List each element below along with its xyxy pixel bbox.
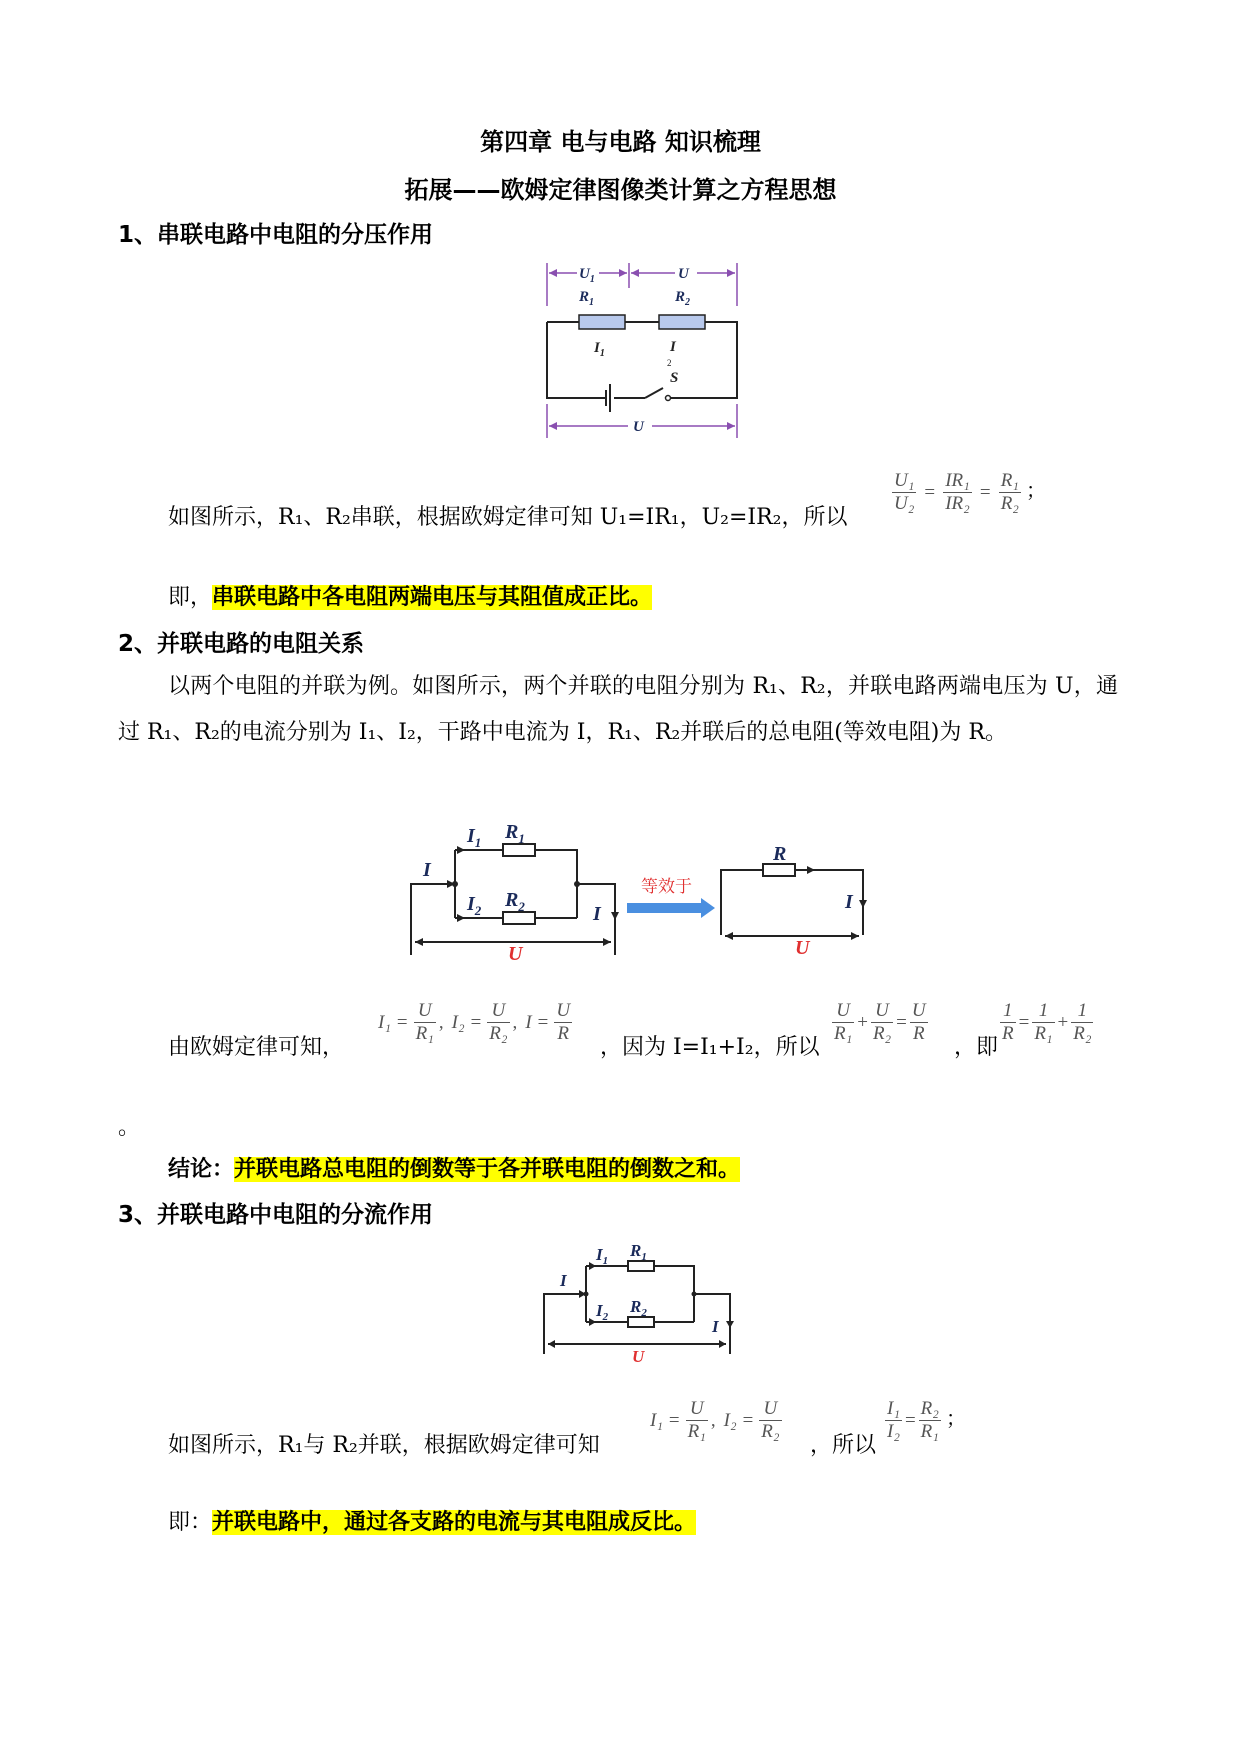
parallel-current-divider-diagram [540, 1238, 740, 1368]
label-i1: $I_1$ [596, 1245, 609, 1267]
label-i2: I [670, 339, 676, 355]
label-i-main: I [560, 1271, 567, 1290]
section1-explanation: 如图所示，R₁、R₂串联，根据欧姆定律可知 U₁=IR₁，U₂=IR₂，所以 [168, 505, 848, 530]
label-r2: $R_2$ [505, 889, 525, 914]
section1-highlight: 串联电路中各电阻两端电压与其阻值成正比。 [212, 585, 653, 610]
label-i2-sub: 2 [667, 358, 672, 368]
section2-dot: 。 [118, 1115, 141, 1140]
section3-conclusion: 即：并联电路中，通过各支路的电流与其电阻成反比。 [168, 1510, 697, 1535]
section2-paragraph: 以两个电阻的并联为例。如图所示，两个并联的电阻分别为 R₁、R₂，并联电路两端电压为 U，通过 R₁、R₂的电流分别为 I₁、I₂，干路中电流为 I，R₁、R₂并联后的总电阻(等效电阻)为 R。 [118, 674, 1118, 745]
label-r1: $R_1$ [579, 289, 595, 308]
page-title: 第四章 电与电路 知识梳理 [480, 128, 761, 156]
section2-text-ji: ，即 [954, 1035, 999, 1060]
section2-ohm-formulas: I₁ = $\frac{U}{\text{R₁}}$ , I₂ = $\frac{U}{\text{R₂}}$ , I = $\frac{U}{R}$ [378, 1000, 571, 1044]
label-i-equiv: I [845, 891, 853, 913]
section2-conclusion: 结论：并联电路总电阻的倒数等于各并联电阻的倒数之和。 [168, 1157, 741, 1182]
label-u: U [632, 1347, 645, 1366]
section3-heading: 3、并联电路中电阻的分流作用 [118, 1202, 434, 1228]
section2-sum-formula: $\frac{U}{\text{R₁}}$ + $\frac{U}{\text{R₂}}$ = $\frac{U}{R}$ [834, 1000, 926, 1044]
label-i-right: I [712, 1317, 719, 1336]
section2-reciprocal-formula: $\frac{1}{R}$ = $\frac{1}{\text{R₁}}$ + $\frac{1}{\text{R₂}}$ [1002, 1000, 1092, 1044]
section1-ratio-formula: $\frac{\text{U₁}}{\text{U₂}}$ = $\frac{\text{IR₁}}{\text{IR₂}}$ = $\frac{\text{R₁}}{\text{R₂}}$ ； [894, 470, 1046, 514]
label-u2: U [678, 266, 689, 282]
parallel-equivalence-diagram [405, 820, 895, 970]
label-r2: $R_2$ [630, 1297, 647, 1319]
section1-heading: 1、串联电路中电阻的分压作用 [118, 222, 434, 248]
section3-ratio-formula: $\frac{\text{I₁}}{\text{I₂}}$ = $\frac{\text{R₂}}{\text{R₁}}$ ； [887, 1398, 966, 1442]
label-u1: $U_1$ [579, 266, 595, 285]
label-i1: $I_1$ [594, 340, 605, 359]
label-i-main: I [423, 859, 431, 881]
section3-text-mid: ，所以 [810, 1433, 877, 1458]
label-i2: $I_2$ [467, 893, 482, 918]
label-u: U [508, 943, 523, 965]
label-u-equiv: U [795, 937, 810, 959]
label-r1: $R_1$ [630, 1241, 647, 1263]
series-circuit-diagram [535, 258, 755, 448]
label-r-equiv: R [773, 843, 787, 865]
label-r1: $R_1$ [505, 821, 525, 846]
label-i-right: I [593, 903, 601, 925]
section2-highlight: 并联电路总电阻的倒数等于各并联电阻的倒数之和。 [234, 1157, 741, 1182]
label-u-total: U [633, 419, 644, 435]
label-i2: $I_2$ [596, 1301, 609, 1323]
section3-ohm-formulas: I₁ = $\frac{U}{\text{R₁}}$ , I₂ = $\frac{U}{\text{R₂}}$ [650, 1398, 780, 1442]
page-subtitle: 拓展——欧姆定律图像类计算之方程思想 [404, 176, 837, 204]
section3-explanation: 如图所示，R₁与 R₂并联，根据欧姆定律可知 [168, 1433, 600, 1458]
section2-text-mid: ，因为 I=I₁+I₂，所以 [600, 1035, 820, 1060]
section1-conclusion: 即，串联电路中各电阻两端电压与其阻值成正比。 [168, 585, 653, 610]
section3-highlight: 并联电路中，通过各支路的电流与其电阻成反比。 [212, 1510, 697, 1535]
label-equivalent: 等效于 [641, 877, 692, 897]
section2-heading: 2、并联电路的电阻关系 [118, 631, 365, 657]
label-i1: $I_1$ [467, 825, 482, 850]
label-r2: $R_2$ [675, 289, 691, 308]
section2-text-pre: 由欧姆定律可知， [168, 1035, 345, 1060]
label-switch: S [670, 370, 679, 386]
